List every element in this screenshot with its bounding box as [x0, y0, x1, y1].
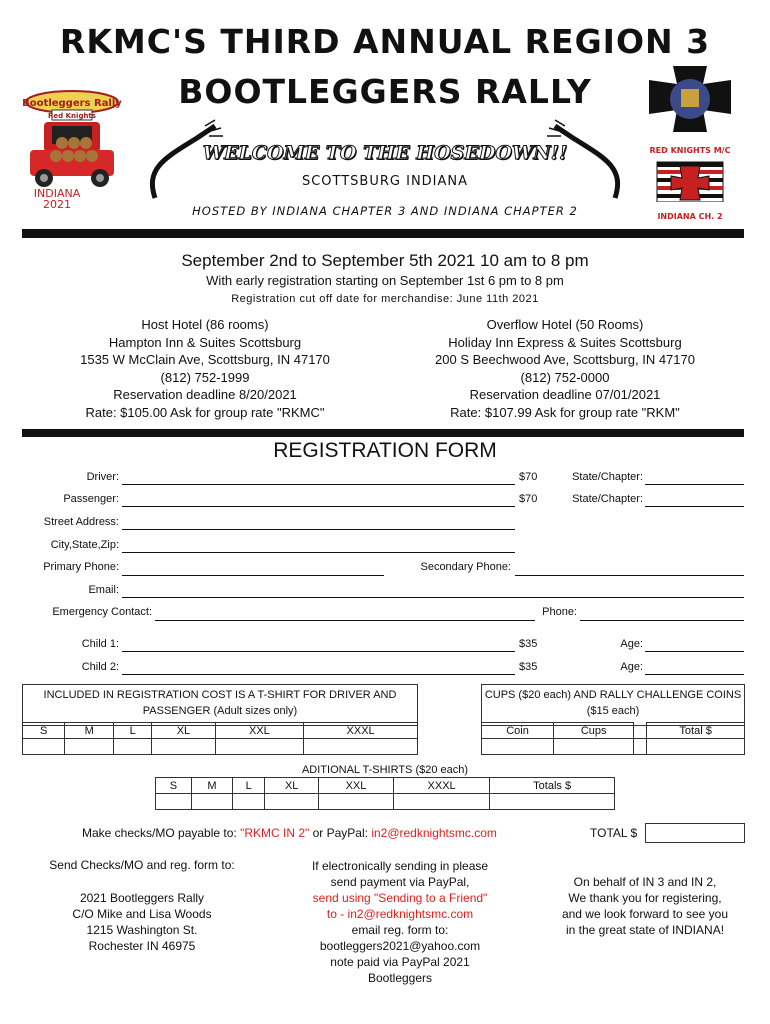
electronic-line-4: bootleggers2021@yahoo.com — [319, 939, 481, 953]
chapter-name: INDIANA CH. 2 — [657, 212, 723, 221]
host-hotel — [40, 316, 370, 421]
hosted-by: HOSTED BY INDIANA CHAPTER 3 AND INDIANA CHAPTER 2 — [192, 204, 578, 218]
cups-qty[interactable] — [554, 739, 634, 755]
header-divider — [22, 229, 744, 238]
child1-field[interactable] — [122, 651, 515, 652]
tshirt-qty-xxl[interactable] — [215, 739, 304, 755]
electronic-red-line-2: to - in2@redknightsmc.com — [326, 907, 474, 921]
svg-text:Red Knights: Red Knights — [48, 112, 96, 120]
logo-year: 2021 — [43, 198, 71, 211]
host-hotel-address: 1535 W McClain Ave, Scottsburg, IN 47170 — [80, 352, 330, 367]
form-divider — [22, 429, 744, 437]
host-hotel-name: Hampton Inn & Suites Scottsburg — [108, 334, 302, 350]
child2-age-field[interactable] — [645, 674, 744, 675]
child2-age-label: Age: — [620, 661, 643, 673]
secondary-phone-field[interactable] — [515, 575, 744, 576]
overflow-hotel-address: 200 S Beechwood Ave, Scottsburg, IN 47170 — [435, 352, 695, 367]
extra-totals-header: Totals $ — [490, 778, 615, 794]
mail-line-1: 2021 Bootleggers Rally — [79, 891, 205, 905]
driver-chapter-field[interactable] — [645, 484, 744, 485]
welcome-banner: WELCOME TO THE HOSEDOWN!! — [202, 142, 568, 164]
passenger-label: Passenger: — [63, 493, 119, 505]
passenger-price: $70 — [519, 493, 538, 505]
street-field[interactable] — [122, 529, 515, 530]
extra-qty-l[interactable] — [233, 794, 265, 810]
child1-price: $35 — [519, 638, 538, 650]
cups-total[interactable] — [647, 739, 745, 755]
extra-qty-xl[interactable] — [265, 794, 319, 810]
primary-phone-label: Primary Phone: — [43, 561, 119, 573]
child1-age-label: Age: — [620, 638, 643, 650]
bootleggers-rally-logo — [22, 88, 122, 213]
payment-payee: "RKMC IN 2" — [240, 826, 310, 840]
emergency-field[interactable] — [155, 620, 535, 621]
total-header: Total $ — [647, 723, 745, 739]
child2-label: Child 2: — [81, 661, 119, 673]
city-field[interactable] — [122, 552, 515, 553]
tshirt-qty-m[interactable] — [65, 739, 114, 755]
email-label: Email: — [88, 584, 119, 596]
electronic-line-6: Bootleggers — [367, 971, 433, 985]
primary-phone-field[interactable] — [122, 575, 384, 576]
thanks-line-4: in the great state of INDIANA! — [565, 923, 725, 937]
mail-address — [22, 890, 262, 954]
tshirt-qty-xl[interactable] — [152, 739, 215, 755]
tshirt-qty-xxxl[interactable] — [304, 739, 418, 755]
tshirt-size-table — [22, 722, 418, 755]
electronic-line-5: note paid via PayPal 2021 — [330, 955, 470, 969]
cups-table — [481, 722, 745, 755]
mail-line-3: 1215 Washington St. — [86, 923, 198, 937]
total-label: TOTAL $ — [590, 826, 638, 840]
payment-prefix: Make checks/MO payable to: — [82, 826, 241, 840]
cutoff-date: Registration cut off date for merchandise: June 11th 2021 — [231, 293, 539, 305]
driver-label: Driver: — [86, 471, 119, 483]
child1-age-field[interactable] — [645, 651, 744, 652]
tshirt-size-m: M — [65, 723, 114, 739]
driver-price: $70 — [519, 471, 538, 483]
street-label: Street Address: — [43, 516, 119, 528]
fire-hose-right-icon — [545, 118, 635, 213]
cups-heading: CUPS ($20 each) AND RALLY CHALLENGE COINS ($15 each) — [481, 684, 745, 726]
fire-hose-left-icon — [135, 118, 225, 213]
mail-line-4: Rochester IN 46975 — [88, 939, 196, 953]
extra-size-l: L — [233, 778, 265, 794]
logo-state: INDIANA — [33, 187, 81, 200]
svg-text:Bootleggers Rally: Bootleggers Rally — [22, 98, 122, 109]
coin-qty[interactable] — [482, 739, 554, 755]
tshirt-qty-l[interactable] — [114, 739, 152, 755]
passenger-chapter-field[interactable] — [645, 506, 744, 507]
host-hotel-title: Host Hotel (86 rooms) — [141, 317, 269, 332]
host-hotel-phone: (812) 752-1999 — [160, 369, 250, 385]
emergency-phone-label: Phone: — [542, 606, 577, 618]
child2-field[interactable] — [122, 674, 515, 675]
extra-qty-m[interactable] — [191, 794, 232, 810]
mail-heading: Send Checks/MO and reg. form to: — [49, 858, 235, 872]
mail-line-2: C/O Mike and Lisa Woods — [72, 907, 212, 921]
additional-shirts-table — [155, 777, 615, 810]
red-knights-logos — [645, 62, 735, 227]
paypal-email: in2@redknightsmc.com — [371, 826, 497, 840]
extra-size-xl: XL — [265, 778, 319, 794]
email-field[interactable] — [122, 597, 744, 598]
extra-size-m: M — [191, 778, 232, 794]
electronic-instructions — [270, 858, 530, 986]
extra-size-xxxl: XXXL — [393, 778, 489, 794]
thanks-line-1: On behalf of IN 3 and IN 2, — [573, 875, 717, 889]
overflow-hotel-title: Overflow Hotel (50 Rooms) — [486, 317, 644, 332]
overflow-hotel-deadline: Reservation deadline 07/01/2021 — [469, 387, 661, 402]
electronic-line-1: If electronically sending in please — [311, 859, 489, 873]
tshirt-size-l: L — [114, 723, 152, 739]
thank-you-message — [535, 874, 755, 938]
extra-size-s: S — [156, 778, 192, 794]
emergency-label: Emergency Contact: — [52, 606, 152, 618]
extra-qty-xxxl[interactable] — [393, 794, 489, 810]
additional-shirts-heading: ADITIONAL T-SHIRTS ($20 each) — [301, 764, 469, 776]
title-line-1: RKMC'S THIRD ANNUAL REGION 3 — [59, 22, 711, 61]
payment-mid: or PayPal: — [309, 826, 372, 840]
tshirt-size-xxl: XXL — [215, 723, 304, 739]
host-hotel-rate: Rate: $105.00 Ask for group rate "RKMC" — [85, 404, 325, 420]
thanks-line-2: We thank you for registering, — [568, 891, 722, 905]
electronic-line-3: email reg. form to: — [351, 923, 449, 937]
title-line-2: BOOTLEGGERS RALLY — [178, 72, 592, 111]
tshirt-qty-s[interactable] — [23, 739, 65, 755]
extra-qty-s[interactable] — [156, 794, 192, 810]
passenger-chapter-label: State/Chapter: — [572, 493, 643, 505]
electronic-red-line-1: send using "Sending to a Friend" — [312, 891, 488, 905]
thanks-line-3: and we look forward to see you — [561, 907, 729, 921]
child1-label: Child 1: — [81, 638, 119, 650]
emergency-phone-field[interactable] — [580, 620, 744, 621]
tshirt-size-xxxl: XXXL — [304, 723, 418, 739]
total-field[interactable] — [645, 823, 745, 843]
driver-field[interactable] — [122, 484, 515, 485]
overflow-hotel-rate: Rate: $107.99 Ask for group rate "RKM" — [450, 404, 680, 420]
form-title: REGISTRATION FORM — [273, 439, 497, 462]
secondary-phone-label: Secondary Phone: — [420, 561, 511, 573]
event-dates: September 2nd to September 5th 2021 10 am to 8 pm — [181, 251, 589, 270]
payment-instructions — [82, 826, 497, 840]
tshirt-size-xl: XL — [152, 723, 215, 739]
extra-size-xxl: XXL — [319, 778, 394, 794]
child2-price: $35 — [519, 661, 538, 673]
city-label: City,State,Zip: — [50, 539, 119, 551]
overflow-hotel-name: Holiday Inn Express & Suites Scottsburg — [448, 334, 682, 350]
overflow-hotel — [400, 316, 730, 421]
extra-qty-xxl[interactable] — [319, 794, 394, 810]
city-heading: SCOTTSBURG INDIANA — [301, 174, 469, 189]
early-registration: With early registration starting on September 1st 6 pm to 8 pm — [206, 273, 564, 288]
electronic-line-2: send payment via PayPal, — [330, 875, 470, 889]
host-hotel-deadline: Reservation deadline 8/20/2021 — [113, 387, 297, 402]
spacer-cell — [634, 739, 647, 755]
tshirt-size-s: S — [23, 723, 65, 739]
club-name: RED KNIGHTS M/C — [649, 146, 731, 155]
overflow-hotel-phone: (812) 752-0000 — [520, 369, 610, 385]
extra-totals[interactable] — [490, 794, 615, 810]
cups-header: Cups — [554, 723, 634, 739]
driver-chapter-label: State/Chapter: — [572, 471, 643, 483]
passenger-field[interactable] — [122, 506, 515, 507]
spacer-header — [634, 723, 647, 739]
coin-header: Coin — [482, 723, 554, 739]
tshirt-heading: INCLUDED IN REGISTRATION COST IS A T-SHIRT FOR DRIVER AND PASSENGER (Adult sizes only) — [22, 684, 418, 726]
